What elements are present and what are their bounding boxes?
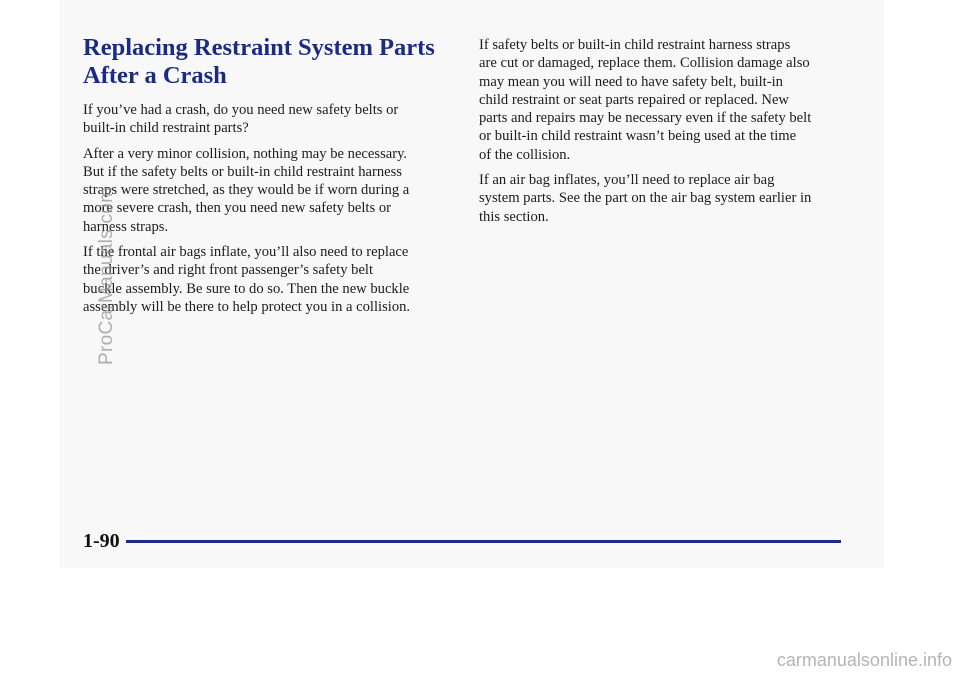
- text-line: If safety belts or built-in child restraint harness straps: [479, 37, 791, 53]
- text-line: this section.: [479, 208, 549, 225]
- footer-rule: [126, 540, 841, 543]
- text-line: more severe crash, then you need new safety belts or: [83, 200, 391, 217]
- text-line: buckle assembly. Be sure to do so. Then the new buckle: [83, 280, 410, 297]
- paragraph: [83, 101, 453, 138]
- text-line: assembly will be there to help protect you in a collision.: [83, 298, 411, 315]
- text-line: straps were stretched, as they would be if worn during a: [83, 182, 410, 199]
- text-line: child restraint or seat parts repaired or replaced. New: [479, 91, 789, 108]
- text-line: If you’ve had a crash, do you need new safety belts or: [83, 102, 399, 118]
- paragraph: [83, 243, 453, 316]
- text-line: or built-in child restraint wasn’t being used at the time: [479, 128, 797, 145]
- paragraph: [479, 171, 849, 226]
- page-number: 1-90: [83, 530, 120, 552]
- text-line: are cut or damaged, replace them. Collision damage also: [479, 55, 810, 72]
- text-line: of the collision.: [479, 146, 571, 163]
- text-line: parts and repairs may be necessary even if the safety belt: [479, 110, 812, 127]
- text-line: After a very minor collision, nothing may be necessary.: [83, 145, 408, 162]
- text-line: But if the safety belts or built-in child restraint harness: [83, 163, 402, 180]
- section-title: [83, 34, 453, 90]
- title-line: Replacing Restraint System Parts: [83, 34, 435, 61]
- paragraph: [479, 36, 849, 164]
- text-line: the driver’s and right front passenger’s safety belt: [83, 262, 374, 279]
- left-column: [83, 34, 453, 323]
- text-line: system parts. See the part on the air bag system earlier in: [479, 190, 812, 207]
- title-line: After a Crash: [83, 62, 227, 89]
- text-line: If the frontal air bags inflate, you’ll also need to replace: [83, 244, 409, 261]
- right-column: [479, 36, 849, 233]
- side-watermark: ProCarManuals.com: [96, 186, 117, 365]
- text-line: may mean you will need to have safety belt, built-in: [479, 73, 783, 90]
- text-line: built-in child restraint parts?: [83, 120, 249, 137]
- paragraph: [83, 145, 453, 236]
- text-line: harness straps.: [83, 218, 169, 235]
- bottom-watermark: carmanualsonline.info: [776, 650, 952, 670]
- text-line: If an air bag inflates, you’ll need to replace air bag: [479, 172, 775, 189]
